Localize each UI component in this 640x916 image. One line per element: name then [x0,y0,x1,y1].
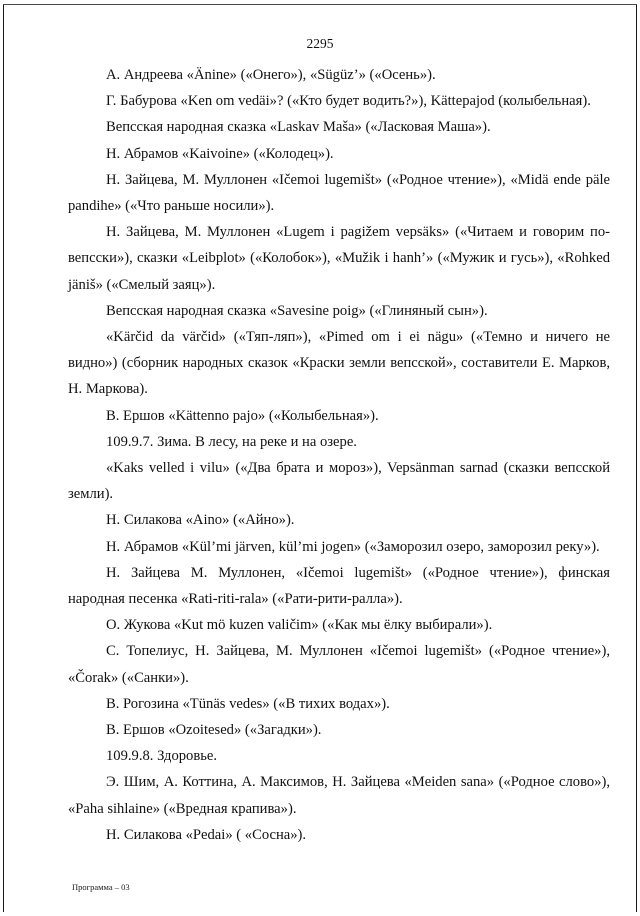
paragraph: Вепсская народная сказка «Laskav Maša» («Ласковая Маша»). [106,119,491,136]
paragraph: «Kärčid da värčid» («Тяп-ляп»), «Pimed om i ei nägu» («Темно и ничего не видно») (сборник народных сказок «Краски земли вепсской», составители Е. Марков, Н. Маркова). [68,329,610,398]
paragraph: Н. Зайцева, М. Муллонен «Ičemoi lugemišt» («Родное чтение»), «Midä ende päle pandihe» («Что раньше носили»). [68,171,610,215]
section-heading: 109.9.8. Здоровье. [106,748,218,765]
page-number: 2295 [306,36,334,51]
document-body [68,62,610,848]
paragraph: Г. Бабурова «Ken om vedäi»? («Кто будет водить?»), Kättepajod (колыбельная). [106,93,591,110]
scan-edge-right [636,4,637,912]
scan-edge-top [3,4,637,5]
section-heading: 109.9.7. Зима. В лесу, на реке и на озере. [106,433,357,450]
paragraph: Н. Абрамов «Kaivoine» («Колодец»). [106,145,334,162]
paragraph: С. Топелиус, Н. Зайцева, М. Муллонен «Ičemoi lugemišt» («Родное чтение»), «Čorak» («Санки»). [68,643,610,686]
scan-edge-left [3,4,4,912]
page-footer: Программа – 03 [72,882,130,892]
paragraph: Вепсская народная сказка «Savesine poig» («Глиняный сын»). [106,302,488,319]
paragraph: «Kaks velled i vilu» («Два брата и мороз»), Vepsänman sarnad (сказки вепсской земли). [68,460,610,503]
paragraph: Н. Зайцева М. Муллонен, «Ičemoi lugemišt» («Родное чтение»), финская народная песенка «Rati-riti-rala» («Рати-рити-ралла»). [68,564,610,608]
paragraph: А. Андреева «Änine» («Онего»), «Sügüz’» («Осень»). [106,67,436,83]
paragraph: Н. Абрамов «Kül’mi järven, kül’mi jogen» («Заморозил озеро, заморозил реку»). [106,538,600,555]
paragraph: В. Ершов «Ozoitesed» («Загадки»). [106,722,322,739]
paragraph: Э. Шим, А. Коттина, А. Максимов, Н. Зайцева «Meiden sana» («Родное слово»), «Paha sihlaine» («Вредная крапива»). [68,774,610,817]
paragraph: Н. Зайцева, М. Муллонен «Lugem i pagižem vepsäks» («Читаем и говорим по-вепсски»), сказки «Leibplot» («Колобок»), «Mužik i hanh’» («Мужик и гусь»), «Rohked jäniš» («Смелый заяц»). [68,224,610,293]
paragraph: В. Рогозина «Tünäs vedes» («В тихих водах»). [106,695,390,712]
paragraph: В. Ершов «Kättenno pajo» («Колыбельная»). [106,407,379,424]
paragraph: Н. Силакова «Aino» («Айно»). [106,512,295,529]
paragraph: Н. Силакова «Pedai» ( «Сосна»). [106,826,307,843]
paragraph: О. Жукова «Kut mö kuzen valičim» («Как мы ёлку выбирали»). [106,617,493,634]
